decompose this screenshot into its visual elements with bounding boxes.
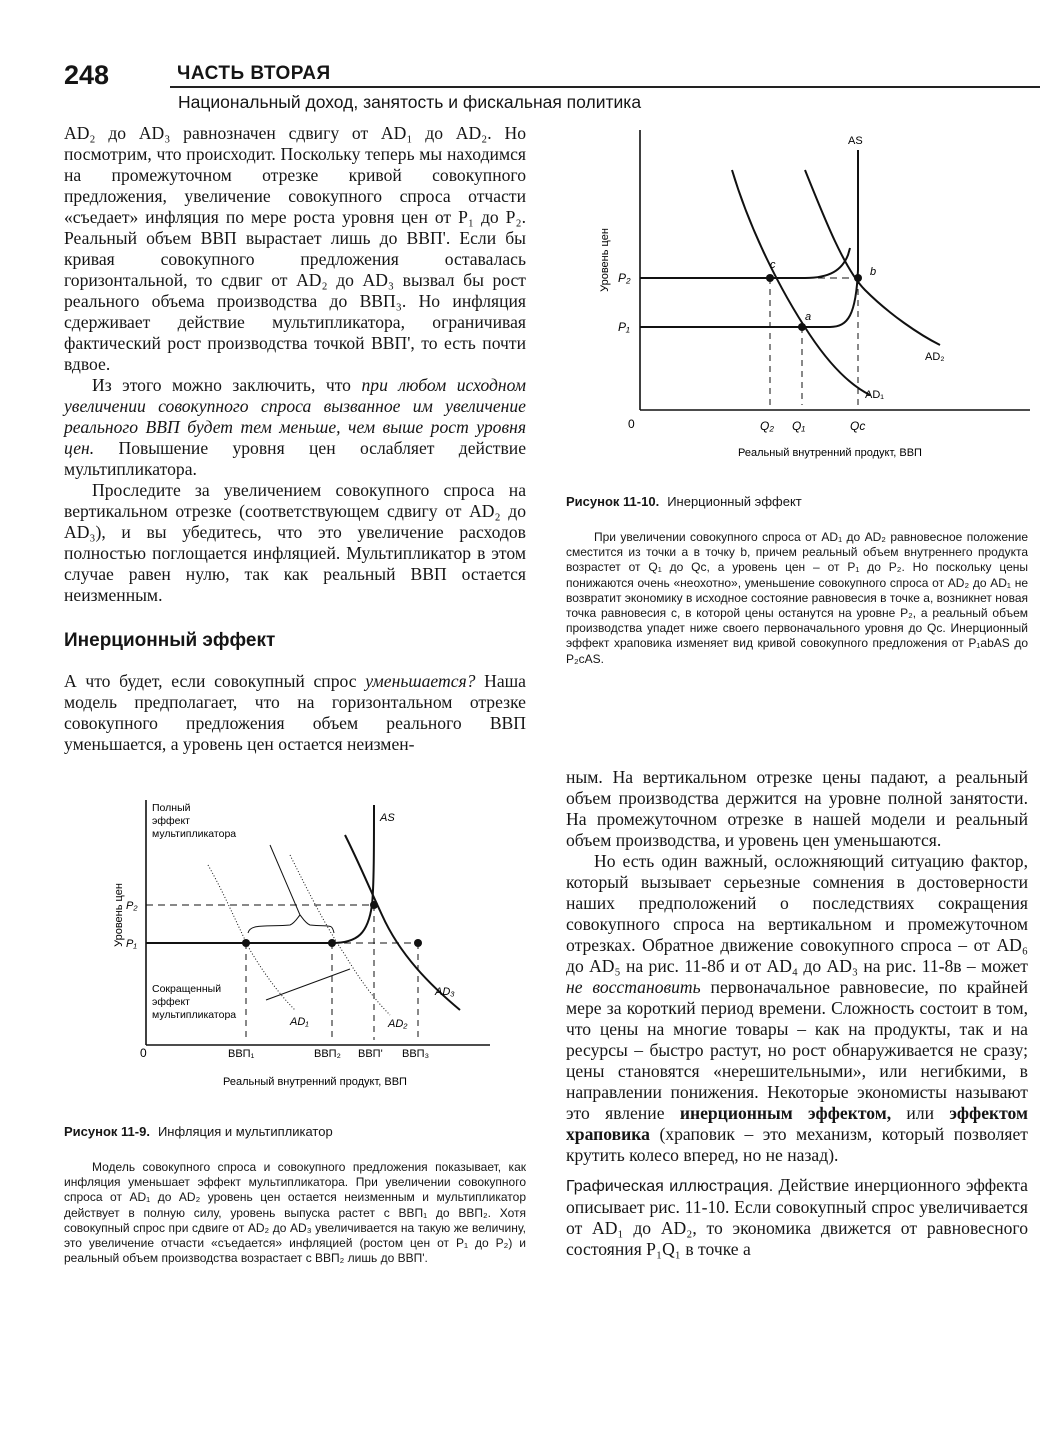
point-b-label: b	[870, 266, 877, 278]
paragraph: ным. На вертикальном отрезке цены падают, а реальный объем производства держится на уровне полной занятости. На промежуточном отрезке в нашей модели и реальный объем производства, и уровень цен уменьшаются.	[566, 767, 1028, 850]
left-column-text	[64, 123, 526, 606]
ad1-label: AD₁	[290, 1016, 309, 1028]
q2-label: Q₂	[760, 419, 774, 433]
svg-text:эффект: эффект	[152, 815, 190, 827]
as-ratchet	[770, 248, 850, 278]
x-axis-label: Реальный внутренний продукт, ВВП	[738, 447, 922, 459]
figure-11-10-chart	[580, 120, 1040, 470]
origin-label: 0	[140, 1046, 147, 1060]
reduced-effect-pointer	[266, 969, 350, 1000]
p2-label: P₂	[126, 900, 138, 912]
header-rule	[170, 86, 1040, 88]
paragraph: AD₂ до AD₃ равнозначен сдвигу от AD₁ до AD₂. Но посмотрим, что происходит. Поскольку теперь мы находимся на промежуточном отрезке кривой совокупного предложения, увеличение совокупного спроса отчасти «съедает» инфляция по мере роста уровня цен от P₁ до P₂. Реальный объем ВВП вырастает лишь до ВВП'. Если бы кривая совокупного предложения оставалась горизонтальной, то сдвиг от AD₂ до AD₃ вызвал бы рост реального объема производства до ВВП₃. Но инфляция сдерживает действие мультипликатора, ограничивая фактический рост производства точкой ВВП', то есть почти вдвое.	[64, 123, 526, 374]
ad2-label: AD₂	[388, 1018, 408, 1030]
as-curve	[332, 805, 374, 943]
y-axis-label: Уровень цен	[113, 883, 125, 947]
gdp1-point	[242, 939, 250, 947]
section-heading: Инерционный эффект	[64, 630, 276, 651]
as-curve	[802, 150, 858, 327]
x-axis-label: Реальный внутренний продукт, ВВП	[223, 1076, 407, 1088]
figure-11-9-caption-text: Модель совокупного спроса и совокупного предложения показывает, как инфляция уменьшает эффект мультипликатора. При увеличении совокупного спроса от AD₁ до AD₂ уровень цен остается неизменным и мультипликатор действует в полную силу, уровень выпуска растет с ВВП₁ до ВВП₂. Хотя совокупный спрос при сдвиге от AD₂ до AD₃ увеличивается на такую же величину, это увеличение отчасти «съедается» инфляцией (ростом цен от P₁ до P₂) и реальный объем производства возрастает с ВВП₂ лишь до ВВП'.	[64, 1160, 526, 1266]
ad2-curve	[805, 170, 940, 345]
ad3-label: AD₃	[435, 986, 455, 998]
figure-11-9-caption: Рисунок 11-9. Инфляция и мультипликатор	[64, 1124, 333, 1139]
svg-text:мультипликатора: мультипликатора	[152, 828, 237, 840]
ad1-curve	[732, 170, 870, 395]
paragraph: Но есть один важный, осложняющий ситуацию фактор, который вызывает серьезные сомнения в достоверности наших предположений о последствиях сокращения совокупного спроса на вертикальном и промежуточном отрезках. Обратное движение совокупного спроса – от AD₆ до AD₅ на рис. 11-8б и от AD₄ до AD₃ на рис. 11-8в – может не восстановить первоначальное равновесие, по крайней мере за короткий период времени. Сложность состоит в том, что цены на многие товары – как на продукты, так и на ресурсы – быстро растут, но рост обнаруживается не сразу; цены становятся «нерешительными», или негибкими, в направлении понижения. Некоторые экономисты называют это явление инерционным эффектом, или эффектом храповика (храповик – это механизм, который позволяет крутить колесо вперед, но не назад).	[566, 851, 1028, 1165]
gdpprime-label: ВВП'	[358, 1048, 383, 1060]
gdp1-label: ВВП₁	[228, 1048, 255, 1060]
figure-11-9-chart	[100, 795, 500, 1115]
paragraph: Проследите за увеличением совокупного спроса на вертикальном отрезке (соответствующем сдвигу от AD₂ до AD₃), и вы убедитесь, что это увеличение расходов полностью поглощается инфляцией. Мультипликатор в этом случае равен нулю, так как реальный ВВП остается неизменным.	[64, 480, 526, 605]
chapter-subtitle: Национальный доход, занятость и фискальная политика	[178, 92, 642, 112]
origin-label: 0	[628, 417, 635, 431]
page-number: 248	[64, 60, 110, 90]
point-a	[798, 323, 806, 331]
gdp2-label: ВВП₂	[314, 1048, 341, 1060]
point-c	[766, 274, 774, 282]
ad1-label: AD₁	[865, 389, 884, 401]
full-effect-brace	[248, 915, 334, 933]
p2-label: P₂	[618, 271, 631, 285]
gdpprime-point	[370, 901, 378, 909]
as-label: AS	[380, 812, 395, 824]
as-label: AS	[848, 135, 863, 147]
point-a-label: a	[805, 311, 812, 323]
reduced-effect-label: Сокращенный	[152, 983, 222, 995]
p1-label: P₁	[618, 320, 630, 334]
full-effect-label: Полный	[152, 802, 191, 814]
gdp3-point	[414, 939, 422, 947]
part-title: ЧАСТЬ ВТОРАЯ	[177, 63, 331, 84]
right-column-text	[566, 767, 1028, 1260]
p1-label: P₁	[126, 938, 137, 950]
q1-label: Q₁	[792, 419, 806, 433]
gdp3-label: ВВП₃	[402, 1048, 430, 1060]
ad2-label: AD₂	[925, 351, 945, 363]
paragraph: А что будет, если совокупный спрос уменьшается? Наша модель предполагает, что на горизонтальном отрезке совокупного предложения объем реального ВВП уменьшается, а уровень цен остается неизмен-	[64, 671, 526, 754]
paragraph: Графическая иллюстрация. Действие инерционного эффекта описывает рис. 11-10. Если совокупный спрос увеличивается от AD₁ до AD₂, то экономика движется от равновесного состояния P₁Q₁ в точке a	[566, 1175, 1028, 1259]
svg-text:эффект: эффект	[152, 996, 190, 1008]
point-c-label: c	[770, 259, 776, 271]
qc-label: Qc	[850, 419, 866, 433]
y-axis-label: Уровень цен	[599, 228, 611, 292]
svg-text:мультипликатора: мультипликатора	[152, 1009, 237, 1021]
paragraph: Из этого можно заключить, что при любом исходном увеличении совокупного спроса вызванное им увеличение реального ВВП будет тем меньше, чем выше рост уровня цен. Повышение уровня цен ослабляет действие мультипликатора.	[64, 375, 526, 479]
point-b	[854, 274, 862, 282]
ad3-curve	[345, 835, 460, 1010]
gdp2-point	[328, 939, 336, 947]
figure-11-10-caption-text: При увеличении совокупного спроса от AD₁ до AD₂ равновесное положение сместится из точки a в точку b, причем реальный объем внутреннего продукта возрастет от Q₁ до Qc, а уровень цен – от P₁ до P₂. Но поскольку цены понижаются очень «неохотно», уменьшение совокупного спроса от AD₂ до AD₁ не возвратит экономику в исходное состояние равновесия в точке a, возникнет новая точка равновесия c, в которой цены останутся на уровне P₂, а реальный объем производства упадет ниже своего первоначального уровня до Qc. Инерционный эффект храповика изменяет вид кривой совокупного предложения от P₁abAS до P₂cAS.	[566, 530, 1028, 666]
left-column-text-2	[64, 671, 526, 755]
ad2-curve	[290, 855, 390, 1015]
figure-11-10-caption: Рисунок 11-10. Инерционный эффект	[566, 494, 802, 509]
